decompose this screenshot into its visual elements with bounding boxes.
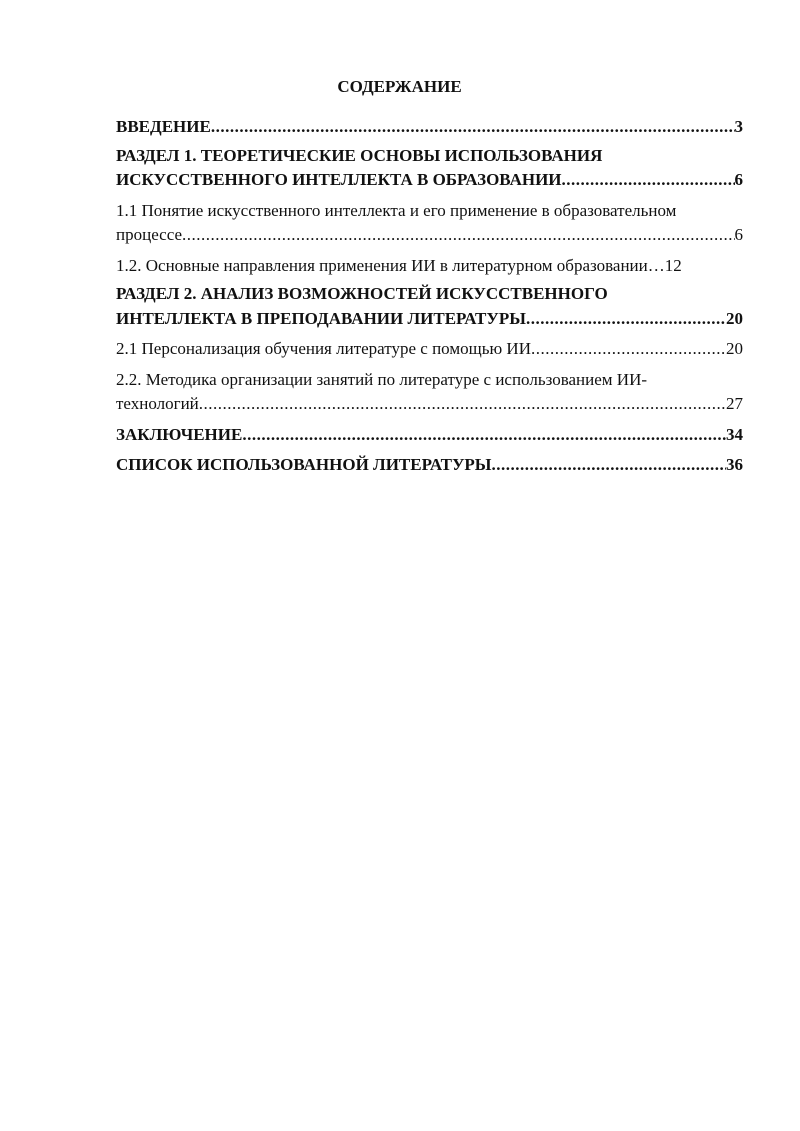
toc-entry-title-line-2: ИНТЕЛЛЕКТА В ПРЕПОДАВАНИИ ЛИТЕРАТУРЫ [116, 308, 526, 328]
toc-page-number: 34 [726, 424, 743, 444]
toc-page-number: 36 [726, 455, 743, 474]
toc-entry-section-1[interactable] [116, 144, 743, 193]
toc-entry-subsection-2-1[interactable] [116, 337, 743, 362]
toc-entry-subsection-2-2[interactable] [116, 368, 743, 417]
toc-entry-title-line-1: РАЗДЕЛ 1. ТЕОРЕТИЧЕСКИЕ ОСНОВЫ ИСПОЛЬЗОВАНИЯ [116, 145, 603, 165]
toc-leader-dots [492, 453, 727, 478]
toc-entry-title-line-1: 1.1 Понятие искусственного интеллекта и его применение в образовательном [116, 200, 677, 220]
toc-entry-title: СПИСОК ИСПОЛЬЗОВАННОЙ ЛИТЕРАТУРЫ [116, 455, 492, 474]
toc-entry-title: 1.2. Основные направления применения ИИ в литературном образовании… [116, 255, 665, 275]
toc-page-number: 12 [664, 255, 682, 275]
toc-entry-conclusion[interactable] [116, 423, 743, 448]
toc-entry-introduction[interactable] [116, 115, 743, 140]
toc-entry-references[interactable] [116, 453, 743, 478]
toc-entry-title-line-1: 2.2. Методика организации занятий по литературе с использованием ИИ- [116, 369, 648, 389]
toc-page-number: 20 [726, 308, 743, 328]
toc-entry-title: 2.1 Персонализация обучения литературе с помощью ИИ [116, 339, 531, 358]
toc-entry-subsection-1-2[interactable] [116, 254, 743, 279]
toc-page-number: 27 [726, 394, 743, 413]
toc-leader-dots [526, 307, 726, 332]
toc-entry-title: ВВЕДЕНИЕ [116, 117, 211, 136]
toc-page-number: 6 [734, 225, 743, 244]
toc-entry-subsection-1-1[interactable] [116, 199, 743, 248]
toc-entry-title-line-2: технологий [116, 394, 199, 413]
toc-page-number: 20 [726, 339, 743, 358]
toc-leader-dots [531, 337, 726, 362]
toc-entry-title-line-1: РАЗДЕЛ 2. АНАЛИЗ ВОЗМОЖНОСТЕЙ ИСКУССТВЕННОГО [116, 284, 608, 303]
toc-title: СОДЕРЖАНИЕ [337, 77, 462, 96]
toc-entry-title-line-2: процессе [116, 225, 183, 244]
toc-entry-section-2[interactable] [116, 282, 743, 331]
table-of-contents [116, 115, 743, 478]
toc-page-number: 6 [734, 170, 743, 189]
toc-leader-dots [211, 115, 735, 140]
toc-leader-dots [182, 223, 734, 248]
toc-entry-title: ЗАКЛЮЧЕНИЕ [116, 424, 243, 444]
toc-leader-dots [199, 392, 726, 417]
toc-entry-title-line-2: ИСКУССТВЕННОГО ИНТЕЛЛЕКТА В ОБРАЗОВАНИИ [116, 170, 562, 189]
toc-leader-dots [562, 168, 735, 193]
toc-page-number: 3 [734, 117, 743, 136]
toc-leader-dots [242, 423, 726, 448]
